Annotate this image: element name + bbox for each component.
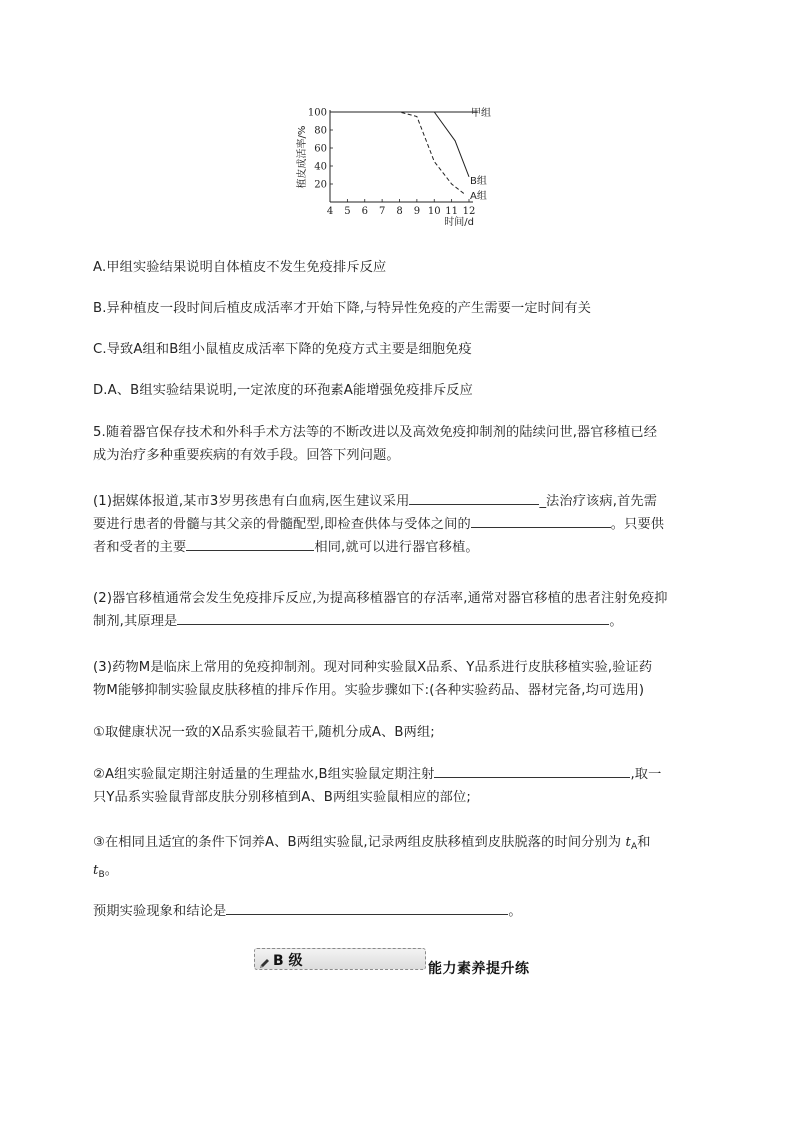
step2-text-a: ②A组实验鼠定期注射适量的生理盐水,B组实验鼠定期注射	[93, 767, 435, 782]
y-tick-label: 80	[314, 125, 327, 137]
p1-text-b: 法治疗该病,首先需	[546, 494, 658, 509]
answer-blank-6[interactable]	[226, 900, 508, 915]
x-tick-label: 10	[427, 206, 441, 217]
predict-text-b: 。	[508, 904, 522, 919]
series-label-0: 甲组	[471, 108, 491, 119]
series-line-1	[330, 112, 469, 177]
x-tick-label: 4	[326, 206, 334, 217]
q5-part-1: (1)据媒体报道,某市3岁男孩患有白血病,医生建议采用 _法治疗该病,首先需 要进行患者的骨髓与其父亲的骨髓配型,即检查供体与受体之间的 。只要供 者和受者的主要 相同,就可以进行器官移植。	[93, 490, 698, 559]
p1-text-f: 相同,就可以进行器官移植。	[314, 540, 479, 555]
t-variable-2: t	[93, 863, 99, 878]
y-tick-label: 100	[307, 107, 327, 119]
p1-text-e: 者和受者的主要	[93, 540, 187, 555]
level-badge	[254, 948, 426, 970]
t-variable: t	[625, 835, 631, 850]
chart-svg	[288, 100, 508, 235]
q5-line-2: 成为治疗多种重要疾病的有效手段。回答下列问题。	[93, 448, 400, 463]
predict-text-a: 预期实验现象和结论是	[93, 904, 227, 919]
q5-part-2	[93, 587, 698, 633]
answer-blank-1[interactable]	[409, 490, 539, 505]
option-b: B.异种植皮一段时间后植皮成活率才开始下降,与特异性免疫的产生需要一定时间有关	[93, 301, 592, 316]
graft-survival-chart	[288, 100, 508, 235]
series-label-1: B组	[470, 176, 487, 187]
p2-text-b: 制剂,其原理是	[93, 614, 178, 629]
and-text: 和	[637, 835, 651, 850]
x-tick-label: 7	[378, 206, 386, 217]
subscript-a: A	[630, 842, 638, 852]
x-tick-label: 9	[413, 206, 421, 217]
level-badge-label: B 级	[273, 953, 303, 969]
x-tick-label: 12	[462, 206, 476, 217]
p1-text-a: (1)据媒体报道,某市3岁男孩患有白血病,医生建议采用	[93, 494, 410, 509]
x-axis-label: 时间/d	[444, 217, 474, 228]
option-d: D.A、B组实验结果说明,一定浓度的环孢素A能增强免疫排斥反应	[93, 383, 473, 398]
question-5-stem	[93, 421, 698, 467]
y-tick-label: 20	[314, 179, 327, 191]
x-tick-label: 6	[361, 206, 368, 217]
q5-part-3	[93, 656, 698, 702]
answer-blank-3[interactable]	[186, 536, 314, 551]
section-title: 能力素养提升练	[428, 961, 530, 977]
x-tick-label: 8	[396, 206, 403, 217]
y-tick-label: 40	[314, 161, 327, 173]
step2-text-b: ,取一	[630, 767, 662, 782]
prediction	[93, 900, 698, 923]
p2-line-1: (2)器官移植通常会发生免疫排斥反应,为提高移植器官的存活率,通常对器官移植的患者注射免疫抑	[93, 591, 668, 606]
step2-line-2: 只Y品系实验鼠背部皮肤分别移植到A、B两组实验鼠相应的部位;	[93, 790, 471, 805]
y-axis-label: 植皮成活率/%	[297, 125, 308, 189]
option-c: C.导致A组和B组小鼠植皮成活率下降的免疫方式主要是细胞免疫	[93, 342, 472, 357]
p3-line-2: 物M能够抑制实验鼠皮肤移植的排斥作用。实验步骤如下:(各种实验药品、器材完备,均可选用)	[93, 683, 645, 698]
p3-line-1: (3)药物M是临床上常用的免疫抑制剂。现对同种实验鼠X品系、Y品系进行皮肤移植实验,验证药	[93, 660, 653, 675]
step-1: ①取健康状况一致的X品系实验鼠若干,随机分成A、B两组;	[93, 725, 435, 740]
option-a: A.甲组实验结果说明自体植皮不发生免疫排斥反应	[93, 260, 387, 275]
subscript-b: B	[98, 870, 105, 880]
answer-blank-4[interactable]	[177, 610, 609, 625]
p1-text-d: 。只要供	[610, 517, 665, 532]
y-tick-label: 60	[314, 143, 327, 155]
step3-text-a: ③在相同且适宜的条件下饲养A、B两组实验鼠,记录两组皮肤移植到皮肤脱落的时间分别为	[93, 835, 622, 850]
answer-blank-2[interactable]	[471, 513, 611, 528]
step3-period: 。	[104, 863, 119, 878]
x-tick-label: 5	[344, 206, 351, 217]
series-label-2: A组	[470, 191, 487, 202]
step-2	[93, 763, 698, 809]
pencil-icon	[259, 954, 271, 973]
series-line-2	[330, 112, 466, 195]
step-3	[93, 831, 698, 887]
x-tick-label: 11	[445, 206, 458, 217]
p2-text-c: 。	[609, 614, 623, 629]
answer-blank-5[interactable]	[434, 763, 630, 778]
p1-text-c: 要进行患者的骨髓与其父亲的骨髓配型,即检查供体与受体之间的	[93, 517, 471, 532]
q5-line-1: 5.随着器官保存技术和外科手术方法等的不断改进以及高效免疫抑制剂的陆续问世,器官移植已经	[93, 425, 658, 440]
